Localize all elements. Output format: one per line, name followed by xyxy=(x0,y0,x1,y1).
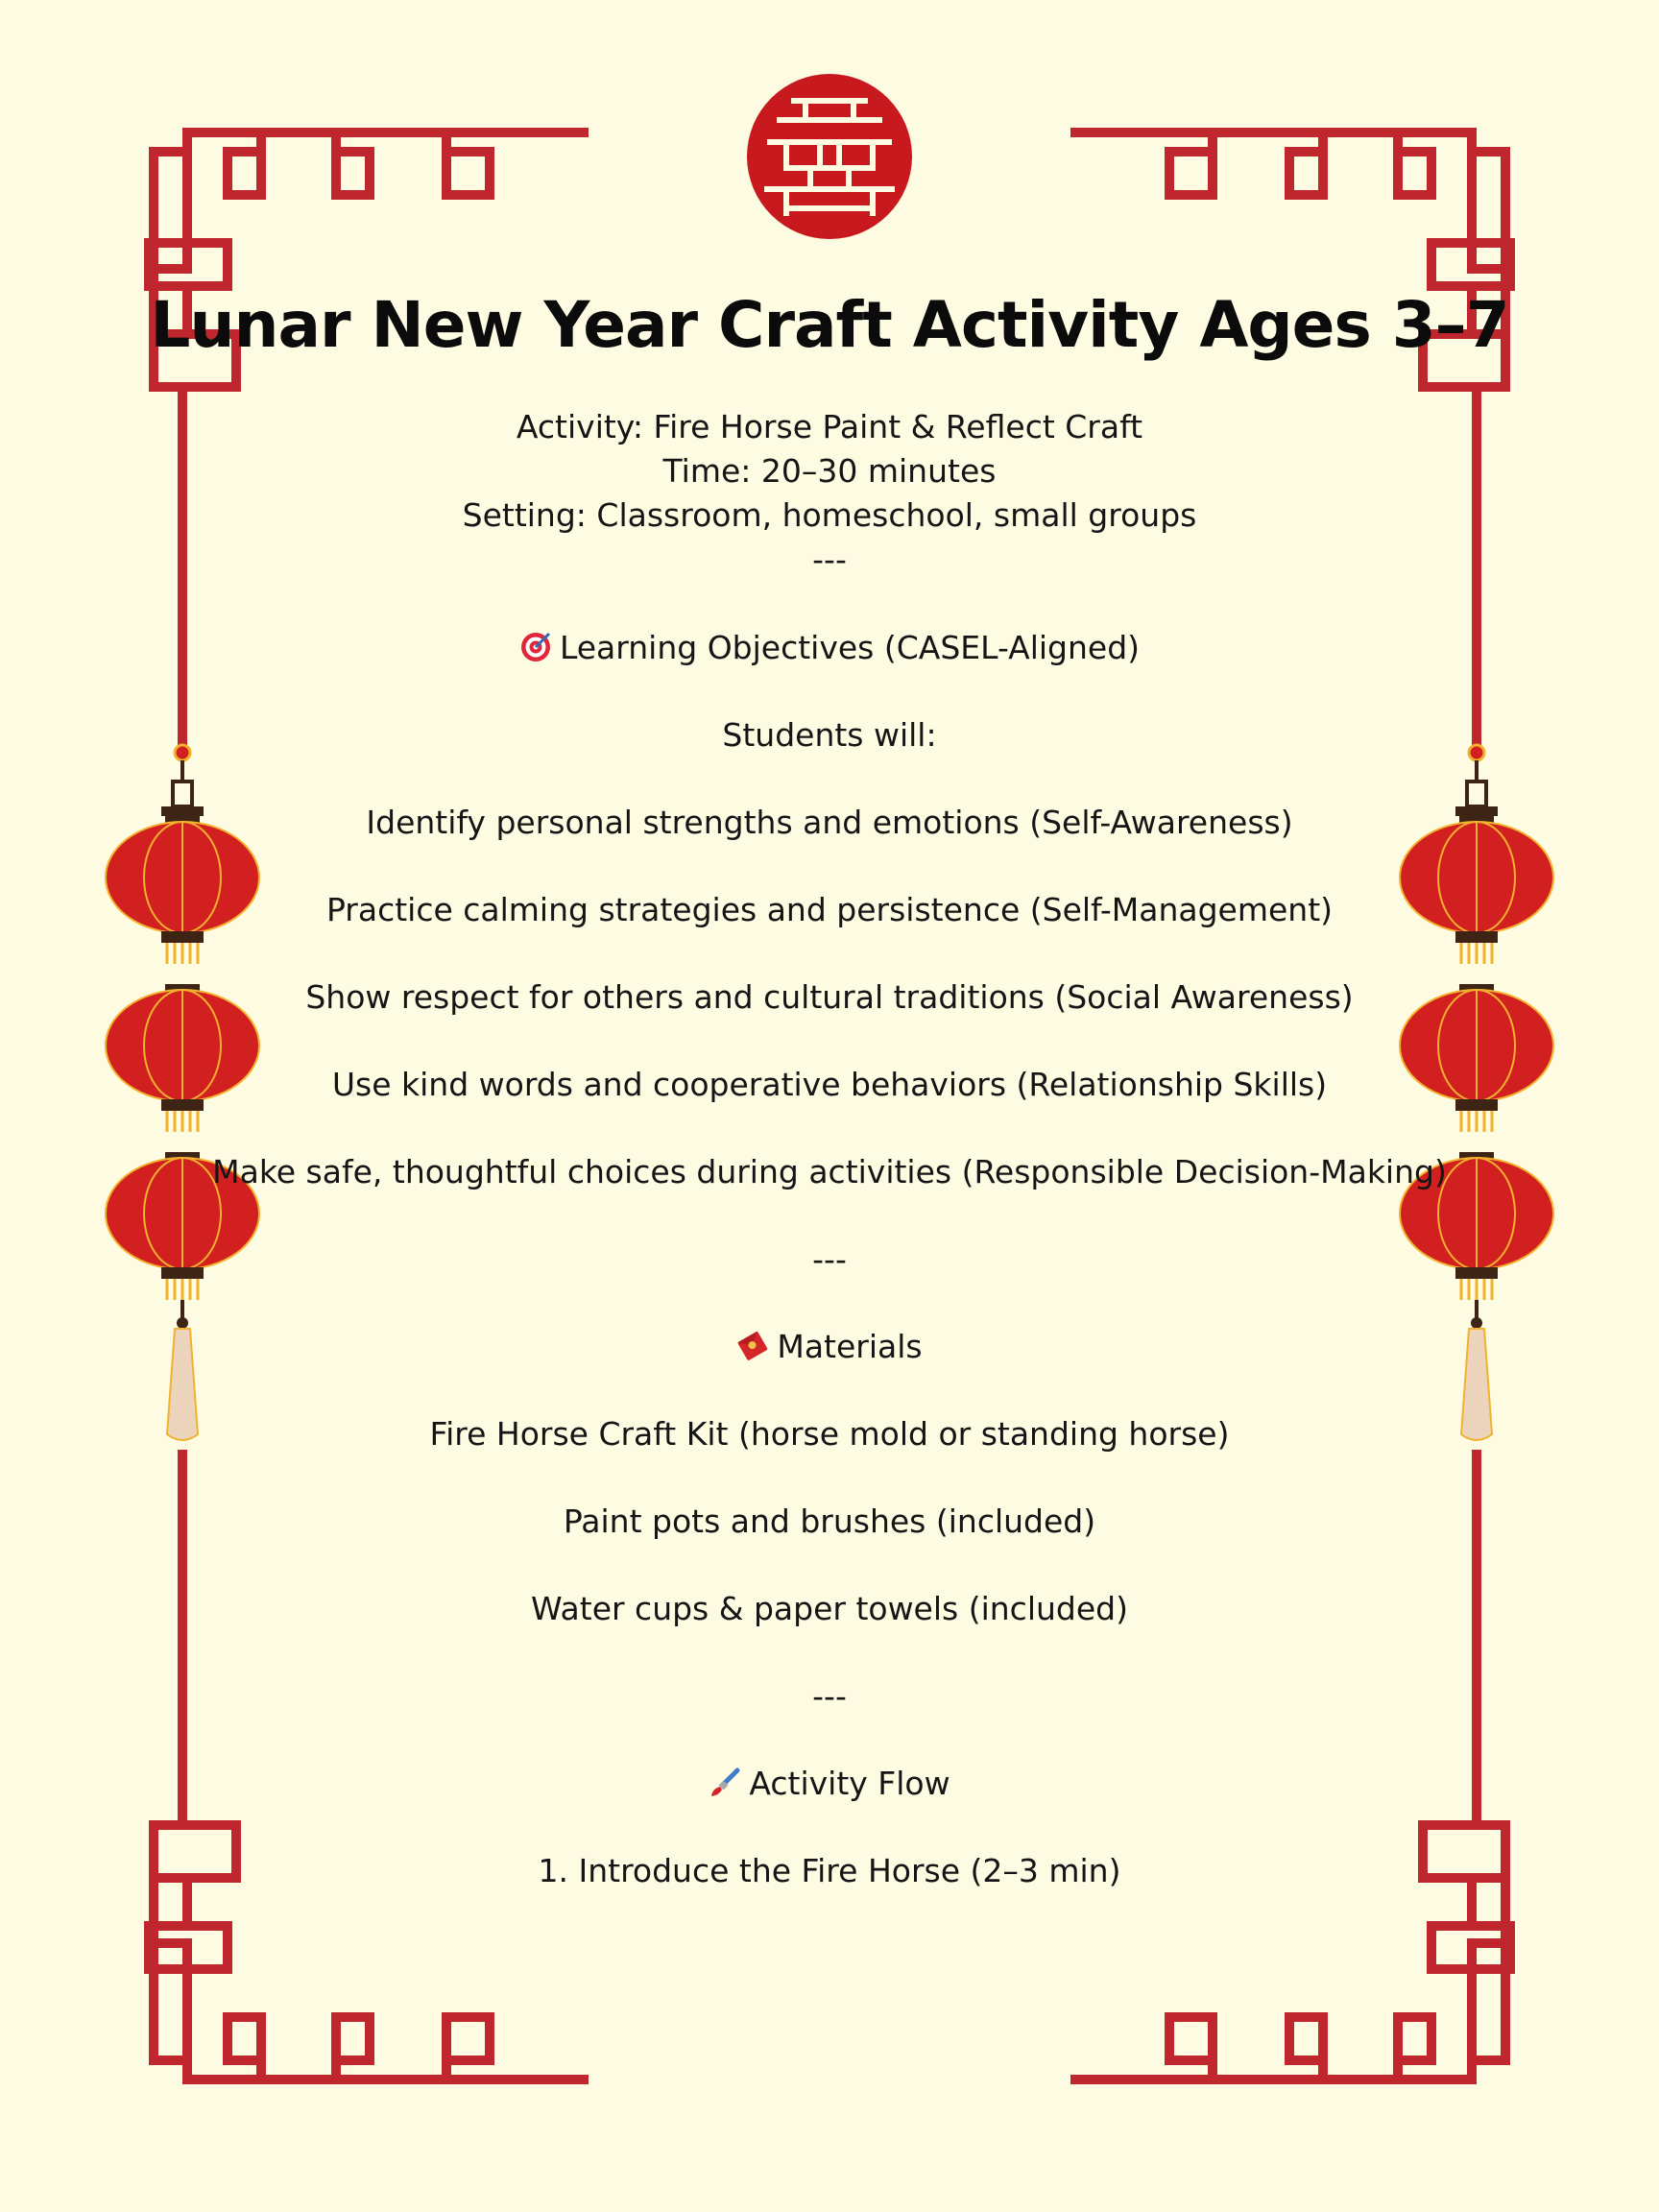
flow-heading-text: Activity Flow xyxy=(749,1765,950,1802)
page-title: Lunar New Year Craft Activity Ages 3–7 xyxy=(150,288,1509,362)
separator: --- xyxy=(812,1677,847,1715)
objective-item: Use kind words and cooperative behaviors (Relationship Skills) xyxy=(331,1066,1328,1103)
objectives-heading xyxy=(0,626,1659,670)
time-line: Time: 20–30 minutes xyxy=(662,452,997,490)
material-item: Water cups & paper towels (included) xyxy=(531,1590,1128,1627)
flow-heading xyxy=(0,1762,1659,1806)
materials-heading-text: Materials xyxy=(777,1328,923,1365)
materials-heading xyxy=(0,1325,1659,1369)
objective-item: Show respect for others and cultural traditions (Social Awareness) xyxy=(305,978,1354,1016)
separator: --- xyxy=(812,541,847,578)
objective-item: Make safe, thoughtful choices during activities (Responsible Decision-Making) xyxy=(212,1153,1447,1190)
flow-step: 1. Introduce the Fire Horse (2–3 min) xyxy=(538,1852,1121,1889)
objectives-intro: Students will: xyxy=(722,716,937,754)
material-item: Paint pots and brushes (included) xyxy=(563,1503,1096,1540)
separator: --- xyxy=(812,1240,847,1278)
objective-item: Practice calming strategies and persistence (Self-Management) xyxy=(325,891,1334,928)
target-icon xyxy=(519,631,552,663)
activity-line: Activity: Fire Horse Paint & Reflect Craft xyxy=(516,408,1143,445)
document-body xyxy=(0,405,1659,1893)
paintbrush-icon xyxy=(709,1767,741,1799)
red-envelope-icon xyxy=(736,1330,769,1362)
objective-item: Identify personal strengths and emotions (Self-Awareness) xyxy=(366,804,1293,841)
double-happiness-emblem-icon xyxy=(747,74,912,239)
setting-line: Setting: Classroom, homeschool, small groups xyxy=(462,496,1197,534)
activity-meta xyxy=(0,405,1659,582)
material-item: Fire Horse Craft Kit (horse mold or standing horse) xyxy=(429,1415,1230,1453)
objectives-heading-text: Learning Objectives (CASEL-Aligned) xyxy=(559,629,1141,666)
